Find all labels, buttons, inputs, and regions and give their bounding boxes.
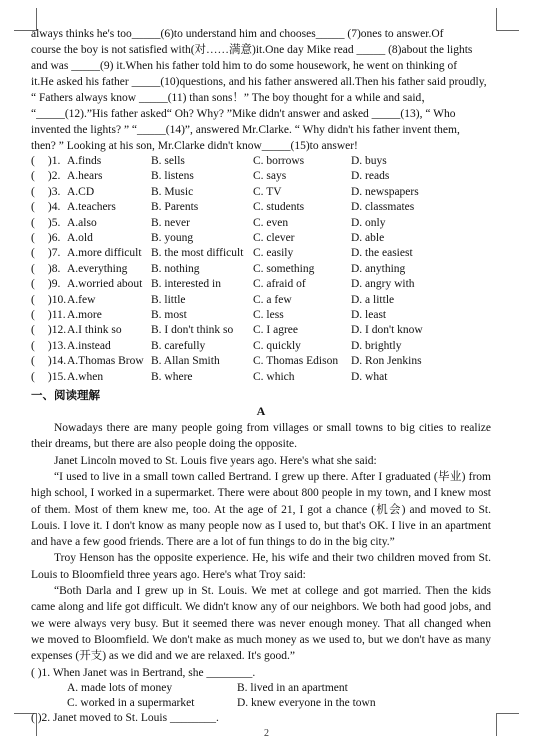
passage-line: always thinks he's too_____(6)to understand him and chooses_____ (7)ones to answer.Of	[31, 28, 444, 40]
option-d: D. angry with	[351, 278, 415, 291]
option-c: C. easily	[253, 247, 294, 260]
paren-close: )	[47, 262, 52, 275]
answer-bracket	[31, 339, 67, 354]
option-c: C. quickly	[253, 339, 301, 352]
question-option: D. knew everyone in the town	[237, 696, 376, 709]
passage-line: “ Fathers always know _____(11) than sons！” The boy thought for a while and said，	[31, 92, 433, 104]
paren-open: (	[31, 370, 35, 383]
option-c: C. says	[253, 170, 287, 183]
option-d: D. reads	[351, 170, 390, 183]
paren-open: (	[31, 247, 35, 260]
option-row	[31, 185, 501, 200]
option-number: 10.	[51, 293, 67, 306]
answer-bracket	[31, 354, 67, 369]
option-b: B. Allan Smith	[151, 355, 220, 368]
option-b: B. listens	[151, 170, 194, 183]
question-option: A. made lots of money	[67, 681, 173, 694]
question-stem: ( )2. Janet moved to St. Louis ________.	[31, 711, 219, 724]
option-a: A.also	[67, 216, 97, 229]
option-number: 1.	[51, 155, 61, 167]
option-c: C. even	[253, 216, 289, 229]
option-d: D. newspapers	[351, 185, 419, 198]
paren-close: )	[47, 293, 52, 306]
reading-paragraph: Nowadays there are many people going from villages or small towns to big cities to realize their dreams, but there are also people doing the opposite.	[31, 422, 491, 451]
option-b: B. most	[151, 309, 187, 322]
paren-close: )	[47, 201, 52, 214]
option-d: D. able	[351, 232, 385, 245]
option-number: 3.	[51, 185, 61, 198]
option-b: B. where	[151, 370, 193, 383]
option-row	[31, 216, 501, 231]
paren-open: (	[31, 293, 35, 306]
answer-bracket	[31, 277, 67, 292]
document-page	[31, 26, 491, 726]
option-row	[31, 154, 501, 169]
crop-mark-top-right	[496, 8, 519, 31]
paren-close: )	[47, 185, 52, 198]
option-number: 6.	[51, 232, 61, 245]
question-options	[31, 681, 491, 711]
option-c: C. a few	[253, 293, 292, 306]
question-option: B. lived in an apartment	[237, 681, 348, 694]
option-row	[31, 308, 501, 323]
answer-bracket	[31, 370, 67, 385]
option-row	[31, 262, 501, 277]
option-row	[31, 370, 501, 385]
paren-open: (	[31, 309, 35, 322]
cloze-options-table	[31, 154, 501, 385]
option-number: 9.	[51, 278, 61, 291]
option-number: 8.	[51, 262, 61, 275]
option-a: A.CD	[67, 185, 95, 198]
paren-open: (	[31, 324, 35, 337]
option-c: C. which	[253, 370, 295, 383]
option-b: B. interested in	[151, 278, 221, 291]
answer-bracket	[31, 231, 67, 246]
paren-close: )	[47, 170, 52, 183]
paren-open: (	[31, 201, 35, 214]
option-number: 5.	[51, 216, 61, 229]
option-a: A.more	[67, 309, 102, 322]
section-heading: 一、阅读理解	[31, 388, 100, 403]
passage-a-title: A	[256, 404, 266, 419]
option-c: C. something	[253, 262, 315, 275]
option-number: 11.	[51, 309, 66, 322]
paren-close: )	[47, 339, 52, 352]
option-row	[31, 354, 501, 369]
option-d: D. the easiest	[351, 247, 413, 260]
reading-paragraph: “I used to live in a small town called Bertrand. I grew up there. After I graduated (毕业) from high school, I worked in a supermarket. There were about 800 people in my town, and I knew most of them. Most of them knew me, too. At the age of 21, I got a chance (机会) and moved to St. Louis. I love it. I don't know as many people now as I used to, but that's OK. I live in an apartment and have a few good friends. There are a lot of fun things to do in the big city.”	[31, 470, 491, 549]
answer-bracket	[31, 293, 67, 308]
option-a: A.hears	[67, 170, 103, 183]
passage-line: and was _____(9) it.When his father told him to do some housework, he went on thinking of	[31, 60, 458, 72]
paren-close: )	[47, 309, 52, 322]
option-d: D. brightly	[351, 339, 402, 352]
option-number: 15.	[51, 370, 67, 383]
option-row	[31, 293, 501, 308]
answer-bracket	[31, 308, 67, 323]
answer-bracket	[31, 216, 67, 231]
question-stem: ( )1. When Janet was in Bertrand, she ________.	[31, 666, 256, 679]
paren-open: (	[31, 262, 35, 275]
option-b: B. the most difficult	[151, 247, 244, 260]
option-d: D. Ron Jenkins	[351, 355, 422, 368]
option-row	[31, 200, 501, 215]
option-d: D. only	[351, 216, 386, 229]
paren-close: )	[47, 232, 52, 245]
paren-open: (	[31, 278, 35, 291]
answer-bracket	[31, 169, 67, 184]
option-a: A.when	[67, 370, 104, 383]
option-c: C. clever	[253, 232, 295, 245]
cloze-passage	[31, 26, 491, 154]
option-number: 12.	[51, 324, 67, 337]
option-a: A.everything	[67, 262, 128, 275]
option-b: B. Parents	[151, 201, 199, 214]
passage-line: course the boy is not satisfied with(对……满意)it.One day Mike read _____ (8)about the lights	[31, 44, 473, 56]
option-d: D. least	[351, 309, 387, 322]
option-b: B. carefully	[151, 339, 206, 352]
option-a: A.Thomas Brow	[67, 355, 144, 368]
option-b: B. sells	[151, 155, 185, 167]
option-a: A.worried about	[67, 278, 143, 291]
paren-close: )	[47, 155, 52, 167]
reading-paragraph: “Both Darla and I grew up in St. Louis. We met at college and got married. Then the kids came along and life got difficult. We didn't know any of our neighbors. We both had good jobs, and we were always very busy. But it seemed there was never enough money. That all changed when we moved to Bloomfield. We don't make as much money as we used to, but we don't have as many expenses (开支) as we did and we are relaxed. It's good.”	[31, 585, 491, 663]
paren-close: )	[47, 216, 52, 229]
answer-bracket	[31, 246, 67, 261]
option-row	[31, 246, 501, 261]
paren-close: )	[47, 278, 52, 291]
reading-questions	[31, 666, 491, 726]
option-d: D. classmates	[351, 201, 415, 214]
option-d: D. a little	[351, 293, 395, 306]
paren-open: (	[31, 355, 35, 368]
option-b: B. never	[151, 216, 190, 229]
passage-line: “_____(12).”His father asked“ Oh? Why? ”Mike didn't answer and asked _____(13), “ Who	[31, 108, 456, 120]
answer-bracket	[31, 262, 67, 277]
option-c: C. borrows	[253, 155, 305, 167]
passage-line: it.He asked his father _____(10)questions, and his father answered all.Then his father said proudly,	[31, 76, 487, 88]
option-row	[31, 277, 501, 292]
paren-close: )	[47, 247, 52, 260]
paren-open: (	[31, 170, 35, 183]
option-c: C. afraid of	[253, 278, 306, 291]
option-a: A.finds	[67, 155, 102, 167]
option-a: A.more difficult	[67, 247, 142, 260]
option-d: D. buys	[351, 155, 387, 167]
option-b: B. Music	[151, 185, 194, 198]
option-d: D. I don't know	[351, 324, 423, 337]
option-d: D. what	[351, 370, 388, 383]
option-number: 14.	[51, 355, 67, 368]
option-row	[31, 231, 501, 246]
paren-close: )	[47, 324, 52, 337]
option-b: B. little	[151, 293, 186, 306]
option-c: C. I agree	[253, 324, 299, 337]
option-a: A.I think so	[67, 324, 122, 337]
paren-open: (	[31, 339, 35, 352]
option-a: A.few	[67, 293, 96, 306]
paren-open: (	[31, 232, 35, 245]
option-c: C. Thomas Edison	[253, 355, 339, 368]
option-d: D. anything	[351, 262, 406, 275]
option-b: B. young	[151, 232, 194, 245]
option-a: A.instead	[67, 339, 111, 352]
answer-bracket	[31, 185, 67, 200]
reading-paragraph: Troy Henson has the opposite experience. He, his wife and their two children moved from St. Louis to Bloomfield three years ago. Here's what Troy said:	[31, 552, 491, 581]
option-row	[31, 339, 501, 354]
page-number: 2	[264, 728, 269, 739]
passage-line: invented the lights? ” “_____(14)”, answered Mr.Clarke. “ Why didn't his father invent them,	[31, 124, 460, 136]
option-number: 7.	[51, 247, 61, 260]
option-a: A.old	[67, 232, 93, 245]
reading-passage-a	[31, 420, 491, 664]
option-a: A.teachers	[67, 201, 116, 214]
question-option: C. worked in a supermarket	[67, 696, 195, 709]
answer-bracket	[31, 323, 67, 338]
option-b: B. I don't think so	[151, 324, 234, 337]
option-row	[31, 169, 501, 184]
answer-bracket	[31, 200, 67, 215]
reading-paragraph: Janet Lincoln moved to St. Louis five years ago. Here's what she said:	[54, 454, 377, 467]
paren-close: )	[47, 355, 52, 368]
passage-line: then? ” Looking at his son, Mr.Clarke didn't know_____(15)to answer!	[31, 140, 358, 152]
paren-open: (	[31, 216, 35, 229]
option-number: 4.	[51, 201, 61, 214]
option-c: C. TV	[253, 185, 282, 198]
answer-bracket	[31, 154, 67, 169]
option-number: 2.	[51, 170, 61, 183]
option-c: C. students	[253, 201, 305, 214]
option-b: B. nothing	[151, 262, 200, 275]
paren-close: )	[47, 370, 52, 383]
option-c: C. less	[253, 309, 284, 322]
paren-open: (	[31, 185, 35, 198]
option-row	[31, 323, 501, 338]
option-number: 13.	[51, 339, 67, 352]
paren-open: (	[31, 155, 35, 167]
